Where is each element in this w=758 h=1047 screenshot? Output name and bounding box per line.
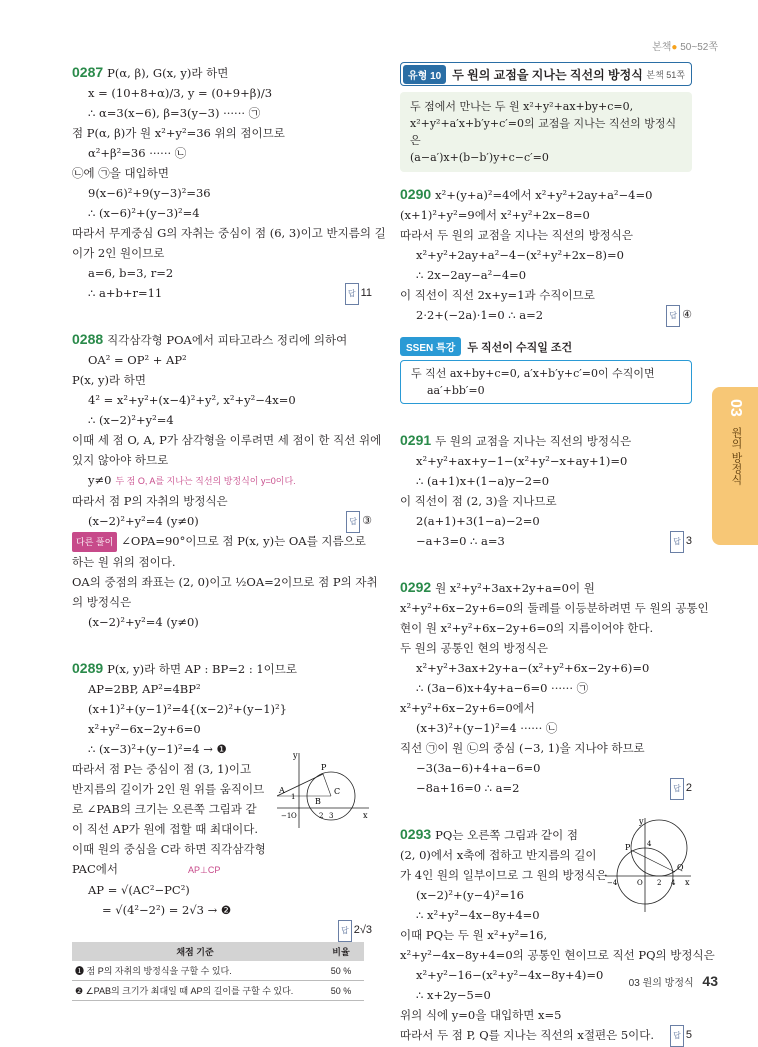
fig-label: O <box>291 812 297 820</box>
text-line: ∠OPA=90°이므로 점 P(x, y)는 OA를 지름으로 <box>121 534 366 548</box>
text-line: P(α, β), G(x, y)라 하면 <box>107 66 229 80</box>
text-line: AP=2BP, AP²=4BP² <box>88 682 201 696</box>
fig-label: P <box>625 843 631 852</box>
text-line: x²+y²+6x−2y+6=0에서 <box>400 701 535 715</box>
text-line: 4² = x²+y²+(x−4)²+y², x²+y²−4x=0 <box>88 393 296 407</box>
text-line: P(x, y)라 하면 AP : BP=2 : 1이므로 <box>107 662 297 676</box>
fig-label: A <box>279 786 285 795</box>
answer-0289: 답 2√3 <box>338 920 372 942</box>
text-line: (x+3)²+(y−1)²=4 ······ ㉡ <box>416 721 558 735</box>
problem-number: 0287 <box>72 64 104 80</box>
side-note: 두 점 O, A를 지나는 직선의 방정식이 y=0이다. <box>115 476 296 486</box>
text-line: x²+y²−6x−2y+6=0 <box>88 722 201 736</box>
problem-number: 0290 <box>400 186 432 202</box>
figure-0293 <box>605 814 693 914</box>
scoring-table <box>72 942 364 1001</box>
answer-0287: 답 11 <box>345 283 372 305</box>
text-line: 이 직선이 점 (2, 3)을 지나므로 <box>400 494 557 508</box>
text-line: 2·2+(−2a)·1=0 ∴ a=2 <box>416 308 544 322</box>
text-line: 가 4인 원의 일부이므로 그 원의 방정식은 <box>400 868 607 882</box>
fig-label: O <box>637 879 643 887</box>
text-line: α²+β²=36 ······ ㉡ <box>88 146 187 160</box>
text-line: (2, 0)에서 x축에 접하고 반지름의 길이 <box>400 848 597 862</box>
text-line: x²+y²−16−(x²+y²−4x−8y+4)=0 <box>416 968 604 982</box>
text-line: 반지름의 길이가 2인 원 위를 움직이므 <box>72 782 265 796</box>
text-line: ∴ (a+1)x+(1−a)y−2=0 <box>416 474 550 488</box>
text-line: ∴ 2x−2ay−a²−4=0 <box>416 268 527 282</box>
answer-0291: 답 3 <box>670 531 692 553</box>
fig-label: B <box>315 797 321 806</box>
text-line: x²+y²−4x−8y+4=0의 공통인 현이므로 직선 PQ의 방정식은 <box>400 948 715 962</box>
type-badge: 유형 10 <box>403 65 446 84</box>
text-line: a=6, b=3, r=2 <box>88 266 174 280</box>
chapter-number: 03 <box>727 399 744 417</box>
text-line: 9(x−6)²+9(y−3)²=36 <box>88 186 211 200</box>
text-line: ㉡에 ㉠을 대입하면 <box>72 166 169 180</box>
text-line: 의 방정식은 <box>72 595 132 609</box>
text-line: 직선 ㉠이 원 ㉡의 중심 (−3, 1)을 지나야 하므로 <box>400 741 645 755</box>
answer-0288: 답 ③ <box>346 511 372 533</box>
text-line: 이때 세 점 O, A, P가 삼각형을 이루려면 세 점이 한 직선 위에 <box>72 433 382 447</box>
problem-number: 0292 <box>400 579 432 595</box>
text-line: −3(3a−6)+4+a−6=0 <box>416 761 541 775</box>
fig-label: y <box>639 817 644 826</box>
fig-label: 3 <box>329 812 334 820</box>
ssen-header <box>400 337 692 356</box>
type-header <box>400 62 692 86</box>
text-line: AP = √(AC²−PC²) <box>88 883 190 897</box>
text-line: ∴ (3a−6)x+4y+a−6=0 ······ ㉠ <box>416 681 589 695</box>
text-line: x = (10+8+α)/3, y = (0+9+β)/3 <box>88 86 273 100</box>
text-line: 따라서 두 원의 교점을 지나는 직선의 방정식은 <box>400 228 634 242</box>
text-line: x²+y²+ax+y−1−(x²+y²−x+ay+1)=0 <box>416 454 628 468</box>
type-page-ref: 본책 51쪽 <box>646 69 685 80</box>
other-solution-tag: 다른 풀이 <box>72 532 117 552</box>
text-line: ∴ (x−6)²+(y−3)²=4 <box>88 206 200 220</box>
answer-0292: 답 2 <box>670 778 692 800</box>
text-line: 이 직선 AP가 원에 접할 때 최대이다. <box>72 822 259 836</box>
text-line: y≠0 <box>88 473 112 487</box>
text-line: ∴ a+b+r=11 <box>88 286 163 300</box>
chapter-label: 원의 방정식 <box>730 427 742 486</box>
fig-label: 4 <box>671 879 676 887</box>
answer-0293: 답 5 <box>670 1025 692 1047</box>
text-line: ∴ (x−3)²+(y−1)²=4 → ❶ <box>88 742 227 756</box>
text-line: x²+y²+2ay+a²−4−(x²+y²+2x−8)=0 <box>416 248 624 262</box>
text-line: 두 점에서 만나는 두 원 x²+y²+ax+by+c=0, <box>410 100 634 113</box>
table-row: ❶ 점 P의 자취의 방정식을 구할 수 있다. 50 % <box>72 961 364 981</box>
problem-number: 0291 <box>400 432 432 448</box>
table-header: 비율 <box>318 942 364 961</box>
text-line: (x+1)²+y²=9에서 x²+y²+2x−8=0 <box>400 208 590 222</box>
text-line: 점 P(α, β)가 원 x²+y²=36 위의 점이므로 <box>72 126 285 140</box>
text-line: 원 x²+y²+3ax+2y+a=0이 원 <box>435 581 595 595</box>
text-line: 현이 원 x²+y²+6x−2y+6=0의 지름이어야 한다. <box>400 621 654 635</box>
problem-0290 <box>400 184 692 325</box>
text-line: x²+y²+a′x+b′y+c′=0의 교점을 지나는 직선의 방정식은 <box>410 117 677 147</box>
fig-label: 4 <box>647 840 652 848</box>
problem-0292 <box>400 577 709 798</box>
text-line: −a+3=0 ∴ a=3 <box>416 534 505 548</box>
text-line: 이 직선이 직선 2x+y=1과 수직이므로 <box>400 288 595 302</box>
text-line: 이때 원의 중심을 C라 하면 직각삼각형 <box>72 842 266 856</box>
figure-0289 <box>277 748 372 833</box>
text-line: 두 원의 공통인 현의 방정식은 <box>400 641 548 655</box>
type-title: 두 원의 교점을 지나는 직선의 방정식 <box>452 67 643 82</box>
fig-label: 2 <box>657 879 662 887</box>
text-line: PQ는 오른쪽 그림과 같이 점 <box>435 828 579 842</box>
fig-label: x <box>363 811 368 820</box>
fig-label: P <box>321 763 327 772</box>
side-note: AP⊥CP <box>188 865 221 875</box>
left-column <box>72 62 386 1001</box>
problem-0288 <box>72 329 382 632</box>
problem-number: 0289 <box>72 660 104 676</box>
text-line: 따라서 점 P의 자취의 방정식은 <box>72 494 228 508</box>
text-line: 직각삼각형 POA에서 피타고라스 정리에 의하여 <box>107 333 348 347</box>
text-line: 로 ∠PAB의 크기는 오른쪽 그림과 같 <box>72 802 257 816</box>
text-line: = √(4²−2²) = 2√3 → ❷ <box>102 903 232 917</box>
text-line: OA² = OP² + AP² <box>88 353 187 367</box>
fig-label: Q <box>677 863 684 872</box>
chapter-side-tab <box>712 387 758 545</box>
text-line: aa′+bb′=0 <box>427 384 485 397</box>
ssen-title: 두 직선이 수직일 조건 <box>467 341 573 354</box>
fig-label: x <box>685 878 690 887</box>
answer-0290: 답 ④ <box>666 305 692 327</box>
ref-prefix: 본책 <box>652 42 672 53</box>
fig-label: 2 <box>319 812 324 820</box>
ssen-box <box>400 360 692 404</box>
fig-label: 1 <box>291 793 296 801</box>
text-line: x²+y²+6x−2y+6=0의 둘레를 이등분하려면 두 원의 공통인 <box>400 601 709 615</box>
page-reference: 본책● 50~52쪽 <box>652 42 718 53</box>
problem-0289 <box>72 658 372 1001</box>
text-line: (x+1)²+(y−1)²=4{(x−2)²+(y−1)²} <box>88 702 287 716</box>
text-line: (x−2)²+y²=4 (y≠0) <box>88 615 199 629</box>
text-line: 위의 식에 y=0을 대입하면 x=5 <box>400 1008 562 1022</box>
problem-number: 0293 <box>400 826 432 842</box>
text-line: ∴ (x−2)²+y²=4 <box>88 413 174 427</box>
text-line: (x−2)²+(y−4)²=16 <box>416 888 524 902</box>
text-line: 따라서 점 P는 중심이 점 (3, 1)이고 <box>72 762 252 776</box>
text-line: 따라서 무게중심 G의 자취는 중심이 점 (6, 3)이고 반지름의 길 <box>72 226 386 240</box>
text-line: 있지 않아야 하므로 <box>72 453 169 467</box>
footer-chapter: 03 원의 방정식 <box>628 978 694 989</box>
text-line: 이가 2인 원이므로 <box>72 246 165 260</box>
text-line: −8a+16=0 ∴ a=2 <box>416 781 520 795</box>
text-line: PAC에서 <box>72 862 119 876</box>
text-line: ∴ α=3(x−6), β=3(y−3) ······ ㉠ <box>88 106 261 120</box>
text-line: P(x, y)라 하면 <box>72 373 146 387</box>
problem-0291 <box>400 430 692 551</box>
text-line: x²+(y+a)²=4에서 x²+y²+2ay+a²−4=0 <box>435 188 653 202</box>
text-line: x²+y²+3ax+2y+a−(x²+y²+6x−2y+6)=0 <box>416 661 650 675</box>
table-row: ❷ ∠PAB의 크기가 최대일 때 AP의 길이를 구할 수 있다. 50 % <box>72 981 364 1001</box>
fig-label: −1 <box>281 812 292 820</box>
table-header: 채점 기준 <box>72 942 318 961</box>
text-line: 이때 PQ는 두 원 x²+y²=16, <box>400 928 548 942</box>
text-line: 따라서 두 점 P, Q를 지나는 직선의 x절편은 5이다. <box>400 1028 655 1042</box>
text-line: 두 원의 교점을 지나는 직선의 방정식은 <box>435 434 632 448</box>
text-line: 2(a+1)+3(1−a)−2=0 <box>416 514 540 528</box>
ref-pages: 50~52쪽 <box>680 42 718 53</box>
text-line: ∴ x+2y−5=0 <box>416 988 491 1002</box>
text-line: (a−a′)x+(b−b′)y+c−c′=0 <box>410 151 549 164</box>
fig-label: C <box>334 787 341 796</box>
text-line: (x−2)²+y²=4 (y≠0) <box>88 514 199 528</box>
text-line: 두 직선 ax+by+c=0, a′x+b′y+c′=0이 수직이면 <box>411 367 655 380</box>
line-pc <box>323 774 331 796</box>
fig-label: −4 <box>607 879 618 887</box>
text-line: 하는 원 위의 점이다. <box>72 555 176 569</box>
page-number: 43 <box>702 973 718 989</box>
fig-label: y <box>293 751 298 760</box>
problem-number: 0288 <box>72 331 104 347</box>
ssen-badge: SSEN 특강 <box>400 337 461 356</box>
text-line: OA의 중점의 좌표는 (2, 0)이고 ½OA=2이므로 점 P의 자취 <box>72 575 378 589</box>
text-line: ∴ x²+y²−4x−8y+4=0 <box>416 908 540 922</box>
problem-0287 <box>72 62 386 303</box>
page-footer <box>629 973 718 989</box>
type-summary-box <box>400 92 692 172</box>
